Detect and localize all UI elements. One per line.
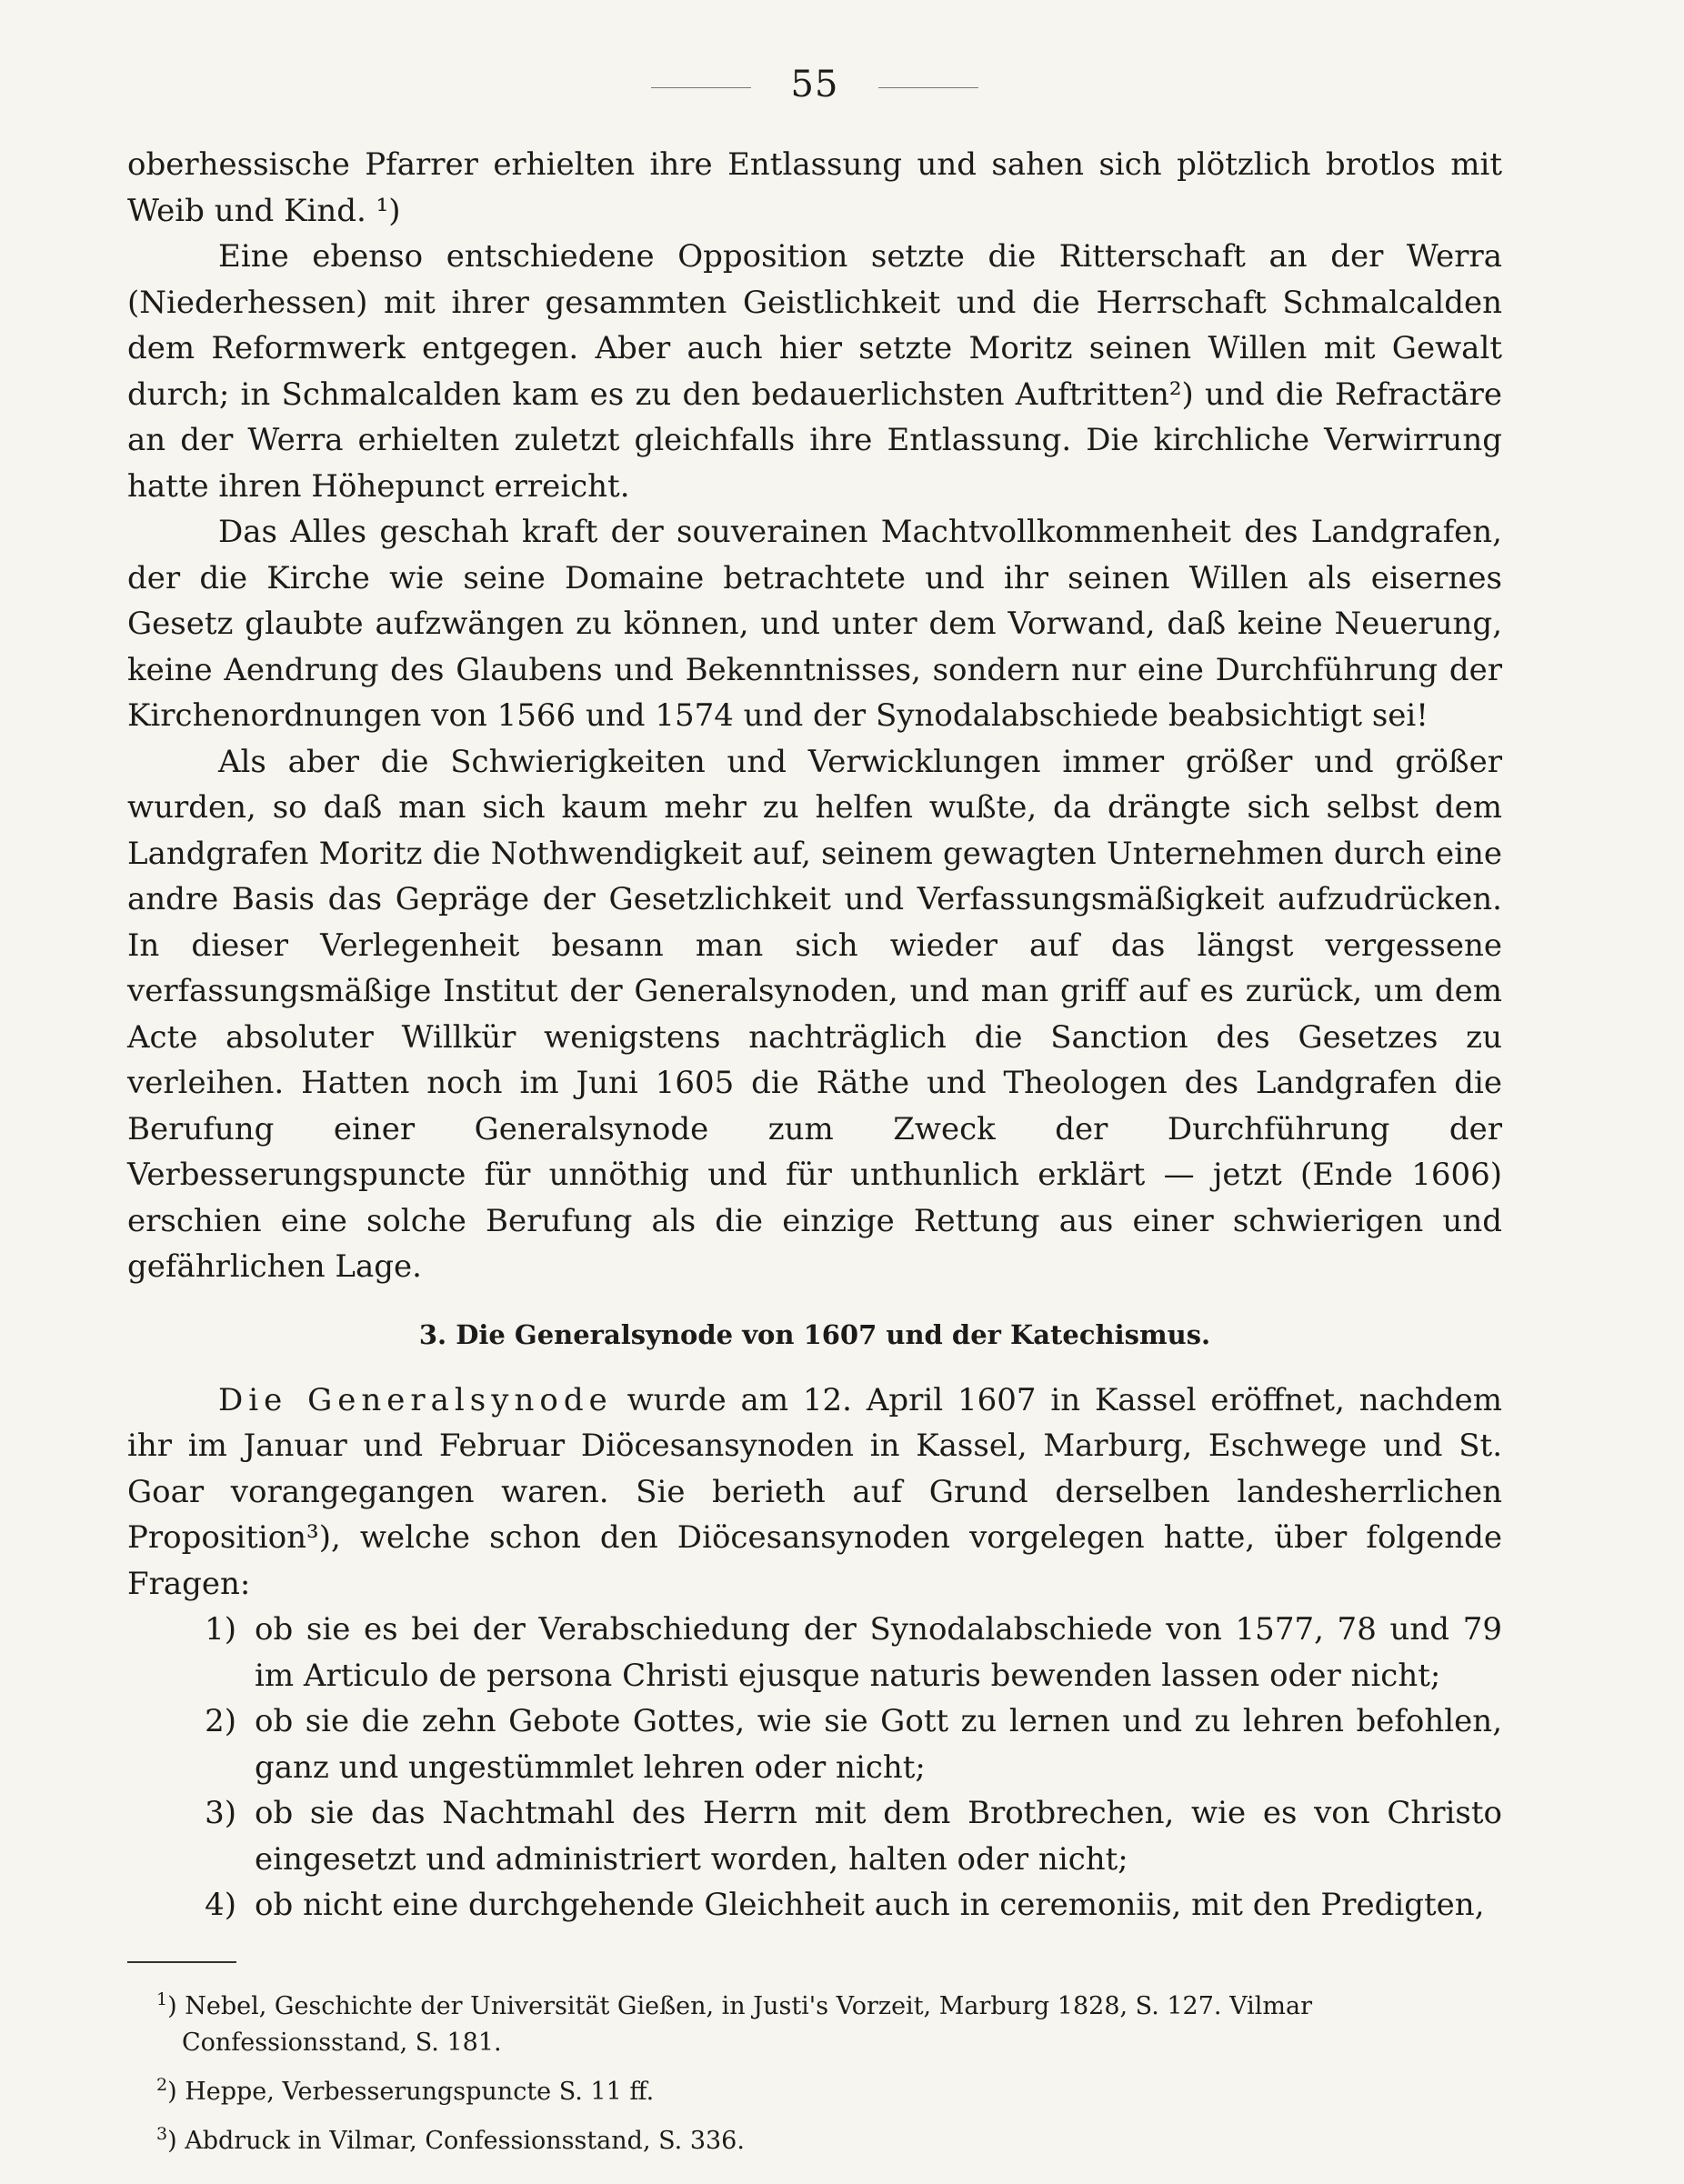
list-item-number: 1) (205, 1611, 236, 1648)
spaced-term: Die Generalsynode (218, 1381, 613, 1418)
footnote: $^2$) Heppe, Verbesserungspuncte S. 11 ff. (156, 2074, 655, 2106)
question-list (127, 1607, 1502, 1929)
footnotes (127, 1981, 1502, 2159)
section-heading: 3. Die Generalsynode von 1607 und der Katechismus. (418, 1318, 1211, 1350)
paragraph-opposition: Eine ebenso entschiedene Opposition setzte die Ritterschaft an der Werra (Niederhessen) mit ihrer gesammten Geistlichkeit und die Herrschaft Schmalcalden dem Reformwerk entgegen. Aber auch hier setzte Moritz seinen Willen mit Gewalt durch; in Schmalcalden kam es zu den bedauerlichsten Auftritten²) und die Refractäre an der Werra erhielten zuletzt gleichfalls ihre Entlassung. Die kirchliche Verwirrung hatte ihren Höhepunct erreicht. (127, 238, 1502, 505)
list-item (127, 1607, 1502, 1698)
list-item-number: 2) (205, 1703, 236, 1739)
page-number: 55 (790, 64, 839, 105)
paragraph-generalsynode (127, 1378, 1502, 1608)
header-rule-left (651, 87, 751, 88)
list-item-number: 4) (205, 1887, 236, 1923)
footnote-text: Abdruck in Vilmar, Confessionsstand, S. 336. (185, 2126, 745, 2155)
paragraph-continuation: oberhessische Pfarrer erhielten ihre Entlassung und sahen sich plötzlich brotlos mit Weib und Kind. ¹) (127, 146, 1502, 229)
footnote-mark: 1 (156, 1989, 168, 2009)
paragraph-sovereignty: Das Alles geschah kraft der souverainen Machtvollkommenheit des Landgrafen, der die Kirche wie seine Domaine betrachtete und ihr seinen Willen als eisernes Gesetz glaubte aufzwängen zu können, und unter dem Vorwand, daß keine Neuerung, keine Aendrung des Glaubens und Bekenntnisses, sondern nur eine Durchführung der Kirchenordnungen von 1566 und 1574 und der Synodalabschiede beabsichtigt sei! (127, 514, 1502, 734)
list-item (127, 1882, 1502, 1929)
header-rule-right (878, 87, 978, 88)
page-header (127, 64, 1502, 105)
paragraph-generalsynode-text: wurde am 12. April 1607 in Kassel eröffnet, nachdem ihr im Januar und Februar Diöcesansynoden in Kassel, Marburg, Eschwege und St. Goar vorangegangen waren. Sie berieth auf Grund derselben landesherrlichen Proposition³), welche schon den Diöcesansynoden vorgelegen hatte, über folgende Fragen: (127, 1381, 1502, 1602)
paragraph-difficulties: Als aber die Schwierigkeiten und Verwicklungen immer größer und größer wurden, so daß man sich kaum mehr zu helfen wußte, da drängte sich selbst dem Landgrafen Moritz die Nothwendigkeit auf, seinem gewagten Unternehmen durch eine andre Basis das Gepräge der Gesetzlichkeit und Verfassungsmäßigkeit aufzudrücken. In dieser Verlegenheit besann man sich wieder auf das längst vergessene verfassungsmäßige Institut der Generalsynoden, und man griff auf es zurück, um dem Acte absoluter Willkür wenigstens nachträglich die Sanction des Gesetzes zu verleihen. Hatten noch im Juni 1605 die Räthe und Theologen des Landgrafen die Berufung einer Generalsynode zum Zweck der Durchführung der Verbesserungspuncte für unnöthig und für unthunlich erklärt — jetzt (Ende 1606) erschien eine solche Berufung als die einzige Rettung aus einer schwierigen und gefährlichen Lage. (127, 743, 1502, 1285)
list-item-text: ob sie das Nachtmahl des Herrn mit dem Brotbrechen, wie es von Christo eingesetzt und administriert worden, halten oder nicht; (255, 1795, 1502, 1878)
footnote-text: Heppe, Verbesserungspuncte S. 11 ff. (185, 2077, 655, 2106)
list-item-text: ob sie es bei der Verabschiedung der Synodalabschiede von 1577, 78 und 79 im Articulo de persona Christi ejusque naturis bewenden lassen oder nicht; (255, 1611, 1502, 1694)
footnote-divider (127, 1961, 236, 1963)
footnote-mark: 2 (156, 2074, 168, 2095)
list-item-text: ob nicht eine durchgehende Gleichheit auch in ceremoniis, mit den Predigten, (255, 1887, 1485, 1923)
list-item-text: ob sie die zehn Gebote Gottes, wie sie Gott zu lernen und zu lehren befohlen, ganz und ungestümmlet lehren oder nicht; (255, 1703, 1502, 1786)
footnote-text: Nebel, Geschichte der Universität Gießen, in Justi's Vorzeit, Marburg 1828, S. 127. Vilmar Confessionsstand, S. 181. (182, 1991, 1312, 2057)
list-item (127, 1698, 1502, 1790)
footnote: $^3$) Abdruck in Vilmar, Confessionsstand, S. 336. (156, 2123, 745, 2155)
footnote-mark: 3 (156, 2123, 168, 2144)
list-item (127, 1790, 1502, 1882)
footnote: $^1$) Nebel, Geschichte der Universität Gießen, in Justi's Vorzeit, Marburg 1828, S. 127. Vilmar Confessionsstand, S. 181. (156, 1989, 1312, 2057)
list-item-number: 3) (205, 1795, 236, 1831)
